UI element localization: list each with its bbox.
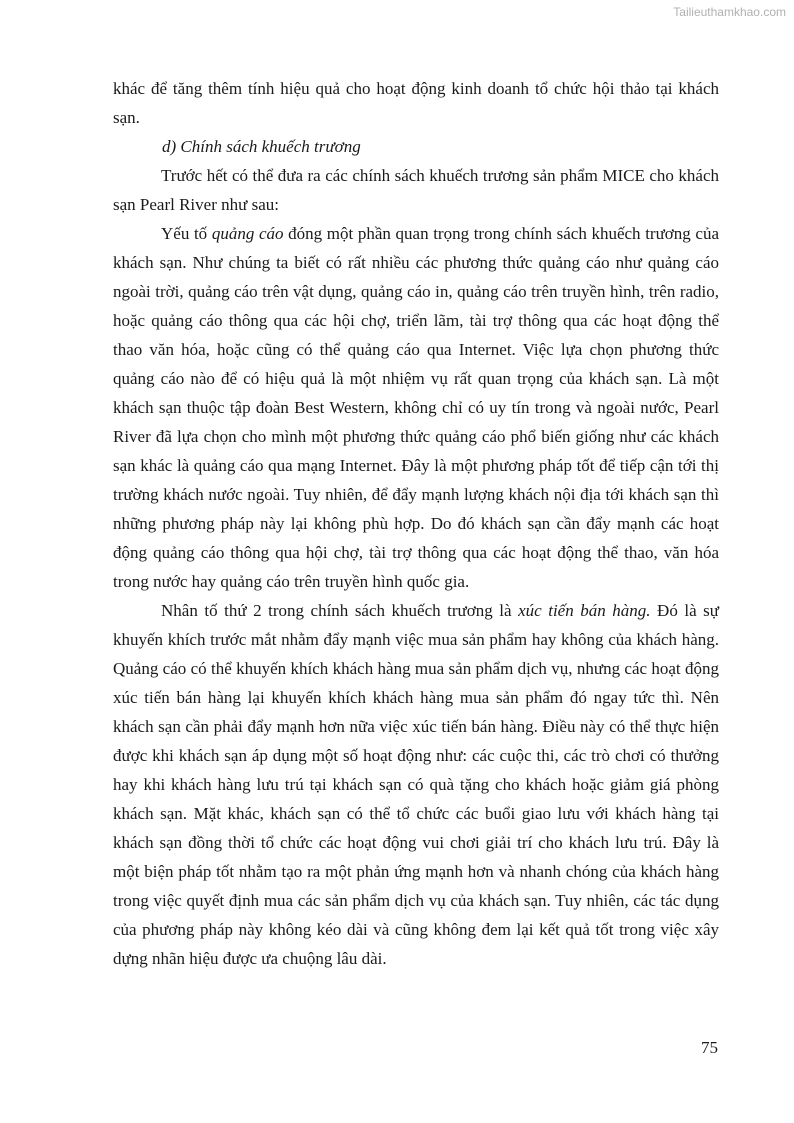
paragraph-advertising bbox=[113, 219, 719, 596]
paragraph-continuation: khác để tăng thêm tính hiệu quả cho hoạt động kinh doanh tổ chức hội thảo tại khách sạn. bbox=[113, 79, 719, 127]
paragraph-intro: Trước hết có thể đưa ra các chính sách khuếch trương sản phẩm MICE cho khách sạn Pearl River như sau: bbox=[113, 166, 719, 214]
watermark: Tailieuthamkhao.com bbox=[673, 5, 786, 19]
text-run: đóng một phần quan trọng trong chính sách khuếch trương của khách sạn. Như chúng ta biết có rất nhiều các phương thức quảng cáo như quảng cáo ngoài trời, quảng cáo trên vật dụng, quảng cáo in, quảng cáo trên truyền hình, trên radio, hoặc quảng cáo thông qua các hội chợ, triển lãm, tài trợ thông qua các hoạt động thể thao văn hóa, hoặc cũng có thể quảng cáo qua Internet. Việc lựa chọn phương thức quảng cáo nào để có hiệu quả là một nhiệm vụ rất quan trọng của khách sạn. Là một khách sạn thuộc tập đoàn Best Western, không chỉ có uy tín trong và ngoài nước, Pearl River đã lựa chọn cho mình một phương thức quảng cáo phổ biến giống như các khách sạn khác là quảng cáo qua mạng Internet. Đây là một phương pháp tốt để tiếp cận tới thị trường khách nước ngoài. Tuy nhiên, để đẩy mạnh lượng khách nội địa tới khách sạn thì những phương pháp này lại không phù hợp. Do đó khách sạn cần đẩy mạnh các hoạt động quảng cáo thông qua hội chợ, tài trợ thông qua các hoạt động thể thao, văn hóa trong nước hay quảng cáo trên truyền hình quốc gia. bbox=[113, 224, 719, 591]
text-run: Đó là sự khuyến khích trước mắt nhằm đẩy mạnh việc mua sản phẩm hay không của khách hàng. Quảng cáo có thể khuyến khích khách hàng mua sản phẩm dịch vụ, nhưng các hoạt động xúc tiến bán hàng lại khuyến khích khách hàng mua sản phẩm đó ngay tức thì. Nên khách sạn cần phải đẩy mạnh hơn nữa việc xúc tiến bán hàng. Điều này có thể thực hiện được khi khách sạn áp dụng một số hoạt động như: các cuộc thi, các trò chơi có thưởng hay khi khách hàng lưu trú tại khách sạn có quà tặng cho khách hoặc giảm giá phòng khách sạn. Mặt khác, khách sạn có thể tổ chức các buổi giao lưu với khách hàng tại khách sạn đồng thời tổ chức các hoạt động vui chơi giải trí cho khách lưu trú. Đây là một biện pháp tốt nhằm tạo ra một phản ứng mạnh hơn và nhanh chóng của khách hàng trong việc quyết định mua các sản phẩm dịch vụ của khách sạn. Tuy nhiên, các tác dụng của phương pháp này không kéo dài và cũng không đem lại kết quả tốt trong việc xây dựng nhãn hiệu được ưa chuộng lâu dài. bbox=[113, 601, 719, 968]
text-run: Nhân tố thứ 2 trong chính sách khuếch trương là bbox=[161, 601, 519, 620]
page-number: 75 bbox=[701, 1038, 718, 1057]
emphasis-term: quảng cáo bbox=[211, 224, 284, 243]
emphasis-term: xúc tiến bán hàng. bbox=[518, 601, 651, 620]
paragraph-sales-promotion bbox=[113, 596, 719, 973]
section-heading: d) Chính sách khuếch trương bbox=[162, 137, 361, 156]
document-body bbox=[113, 74, 719, 973]
text-run: Yếu tố bbox=[161, 224, 212, 243]
